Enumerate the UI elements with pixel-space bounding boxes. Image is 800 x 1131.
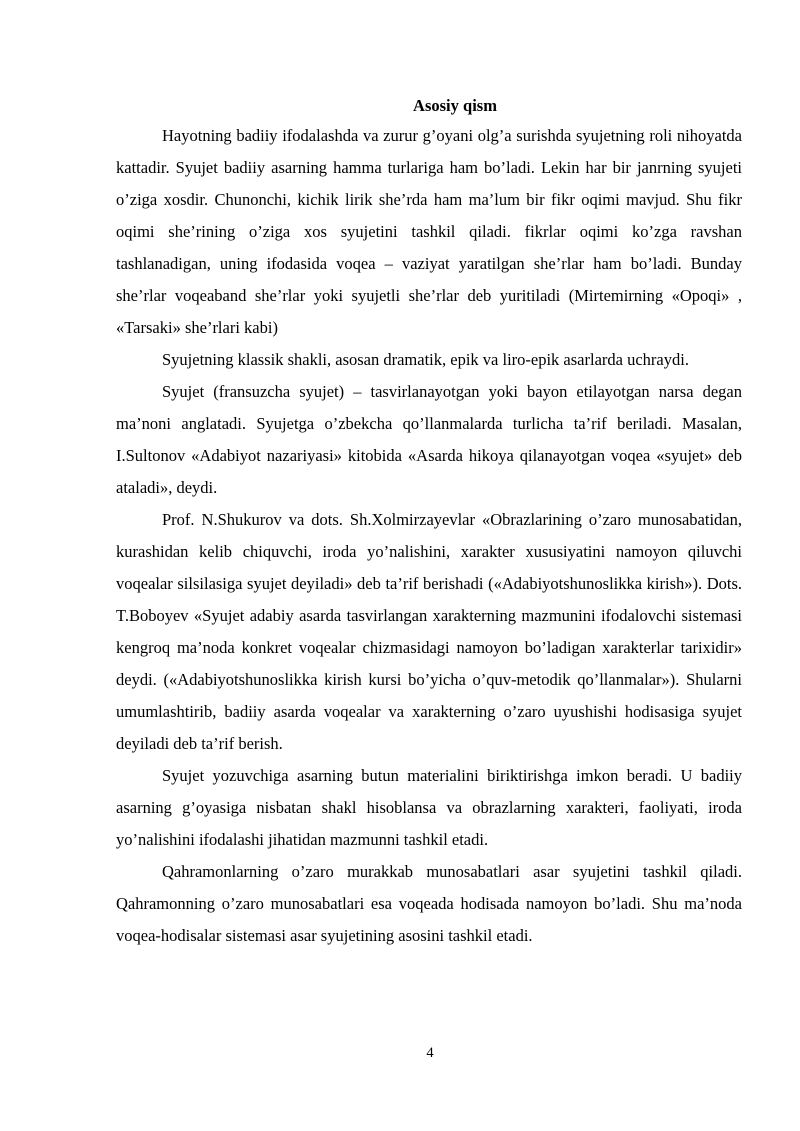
paragraph-4: Prof. N.Shukurov va dots. Sh.Xolmirzayevlar «Obrazlarining o’zaro munosabatidan, kurashidan kelib chiquvchi, iroda yo’nalishini, xarakter xususiyatini namoyon qiluvchi voqealar silsilasiga syujet deyiladi» deb ta’rif berishadi («Adabiyotshunoslikka kirish»). Dots. T.Boboyev «Syujet adabiy asarda tasvirlangan xarakterning mazmunini ifodalovchi sistemasi kengroq ma’noda konkret voqealar chizmasidagi namoyon bo’ladigan xarakterlar tarixidir» deydi. («Adabiyotshunoslikka kirish kursi bo’yicha o’quv-metodik qo’llanmalar»). Shularni umumlashtirib, badiiy asarda voqealar va xarakterning o’zaro uyushishi hodisasiga syujet deyiladi deb ta’rif berish. [116, 510, 742, 753]
paragraph-1: Hayotning badiiy ifodalashda va zurur g’oyani olg’a surishda syujetning roli nihoyatda kattadir. Syujet badiiy asarning hamma turlariga ham bo’ladi. Lekin har bir janrning syujeti o’ziga xosdir. Chunonchi, kichik lirik she’rda ham ma’lum bir fikr oqimi mavjud. Shu fikr oqimi she’rining o’ziga xos syujetini tashkil qiladi. fikrlar oqimi ko’zga ravshan tashlanadigan, uning ifodasida voqea – vaziyat yaratilgan she’rlar ham bo’ladi. Bunday she’rlar voqeaband she’rlar yoki syujetli she’rlar deb yuritiladi (Mirtemirning «Opoqi» , «Tarsaki» she’rlari kabi) [116, 126, 742, 337]
paragraph-2: Syujetning klassik shakli, asosan dramatik, epik va liro-epik asarlarda uchraydi. [162, 350, 689, 369]
paragraph-5: Syujet yozuvchiga asarning butun materialini biriktirishga imkon beradi. U badiiy asarning g’oyasiga nisbatan shakl hisoblansa va obrazlarning xarakteri, faoliyati, iroda yo’nalishini ifodalashi jihatidan mazmunni tashkil etadi. [116, 766, 742, 849]
paragraph-3: Syujet (fransuzcha syujet) – tasvirlanayotgan yoki bayon etilayotgan narsa degan ma’noni anglatadi. Syujetga o’zbekcha qo’llanmalarda turlicha ta’rif beriladi. Masalan, I.Sultonov «Adabiyot nazariyasi» kitobida «Asarda hikoya qilanayotgan voqea «syujet» deb ataladi», deydi. [116, 382, 742, 497]
paragraph-6: Qahramonlarning o’zaro murakkab munosabatlari asar syujetini tashkil qiladi. Qahramonning o’zaro munosabatlari esa voqeada hodisada namoyon bo’ladi. Shu ma’noda voqea-hodisalar sistemasi asar syujetining asosini tashkil etadi. [116, 862, 742, 945]
document-page [116, 92, 742, 952]
section-heading: Asosiy qism [413, 96, 497, 115]
page-number: 4 [426, 1045, 434, 1061]
